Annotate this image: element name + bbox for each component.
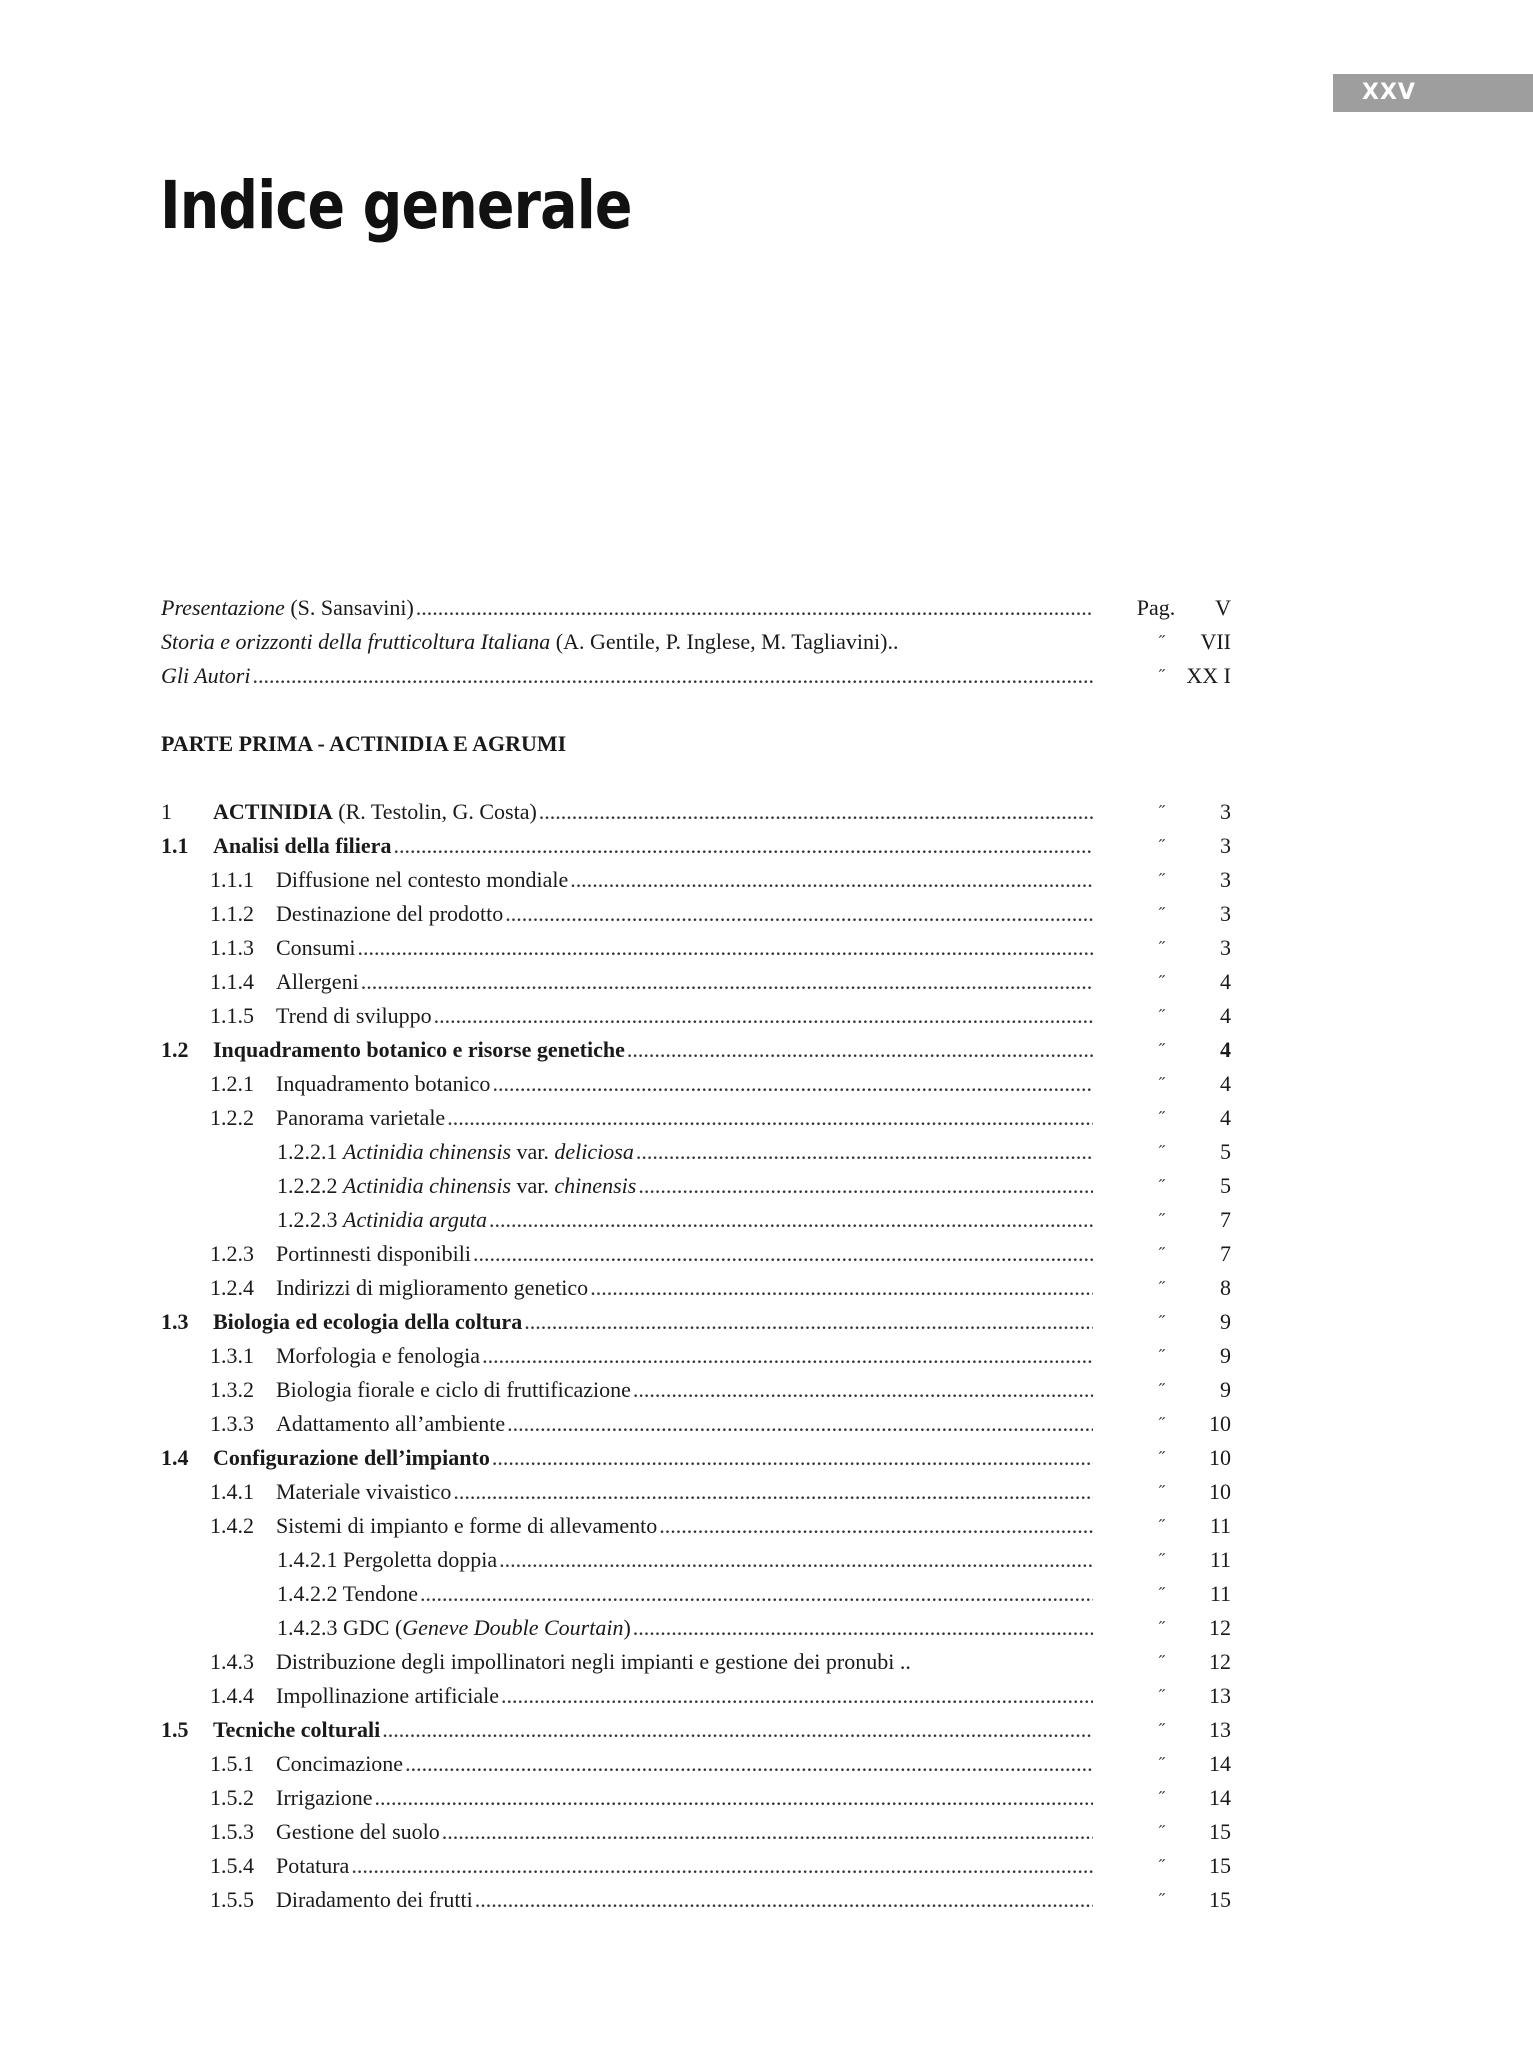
ditto-mark: ˝ — [1159, 904, 1165, 924]
section-title: Configurazione dell’impianto — [213, 1445, 490, 1470]
subsection-title: Irrigazione — [276, 1785, 373, 1810]
dot-leader — [382, 1713, 1093, 1747]
subsection-title: Gestione del suolo — [276, 1819, 440, 1844]
variety-name: deliciosa — [554, 1139, 634, 1164]
ditto-mark: ˝ — [1159, 1176, 1165, 1196]
section-number: 1.1 — [161, 833, 189, 858]
ditto-mark: ˝ — [1159, 1482, 1165, 1502]
ditto-mark: ˝ — [1159, 1686, 1165, 1706]
chapter-title: ACTINIDIA — [213, 799, 333, 824]
ditto-mark: ˝ — [1159, 1108, 1165, 1128]
toc-entry-authors: (S. Sansavini) — [284, 595, 414, 620]
subsection-title: Panorama varietale — [276, 1105, 446, 1130]
page-number: 5 — [1220, 1139, 1231, 1164]
subsection-title: Inquadramento botanico — [276, 1071, 491, 1096]
subsection-title: Trend di sviluppo — [276, 1003, 432, 1028]
toc-subsubsection[interactable] — [161, 1135, 1231, 1169]
page-number: 11 — [1209, 1581, 1231, 1606]
dot-leader — [492, 1441, 1093, 1475]
dot-leader — [627, 1033, 1093, 1067]
variety-prefix: var. — [511, 1173, 555, 1198]
dot-leader — [434, 999, 1093, 1033]
toc-subsection[interactable] — [161, 1781, 1231, 1815]
dot-leader — [393, 829, 1093, 863]
dot-leader — [489, 1203, 1093, 1237]
toc-section[interactable] — [161, 829, 1231, 863]
subsection-title: Biologia fiorale e ciclo di fruttificazione — [276, 1377, 631, 1402]
page-number: 8 — [1220, 1275, 1231, 1300]
subsubsection-number: 1.4.2.3 — [277, 1615, 338, 1640]
toc-entry-presentazione[interactable] — [161, 591, 1231, 625]
page-number: VII — [1200, 629, 1231, 654]
toc-subsubsection[interactable] — [161, 1169, 1231, 1203]
subsection-number: 1.1.1 — [210, 867, 254, 892]
subsection-number: 1.2.1 — [210, 1071, 254, 1096]
subsection-number: 1.3.1 — [210, 1343, 254, 1368]
ditto-mark: ˝ — [1159, 938, 1165, 958]
toc-subsection[interactable] — [161, 863, 1231, 897]
ditto-mark: ˝ — [1159, 1448, 1165, 1468]
ditto-mark: ˝ — [1159, 1890, 1165, 1910]
subsubsection-title-italic: Geneve Double Courtain — [402, 1615, 624, 1640]
page-number: 10 — [1209, 1445, 1231, 1470]
page-number: 3 — [1220, 833, 1231, 858]
toc-subsection[interactable] — [161, 1815, 1231, 1849]
dot-leader — [633, 1611, 1093, 1645]
ditto-mark: ˝ — [1159, 1720, 1165, 1740]
subsubsection-title: Tendone — [342, 1581, 419, 1606]
page-number: 9 — [1220, 1377, 1231, 1402]
toc-subsection[interactable] — [161, 1067, 1231, 1101]
page-number: 5 — [1220, 1173, 1231, 1198]
ditto-mark: ˝ — [1159, 632, 1165, 652]
variety-name: chinensis — [554, 1173, 637, 1198]
page-number: 15 — [1209, 1819, 1231, 1844]
ditto-mark: ˝ — [1159, 1856, 1165, 1876]
toc-section[interactable] — [161, 1713, 1231, 1747]
ditto-mark: ˝ — [1159, 802, 1165, 822]
subsection-title: Sistemi di impianto e forme di allevamento — [276, 1513, 658, 1538]
ditto-mark: ˝ — [1159, 1414, 1165, 1434]
toc-subsubsection[interactable] — [161, 1611, 1231, 1645]
page-number: 7 — [1220, 1241, 1231, 1266]
page-number-tab: XXV — [1333, 74, 1533, 112]
dot-leader — [482, 1339, 1093, 1373]
ditto-mark: ˝ — [1159, 1822, 1165, 1842]
subsection-title: Distribuzione degli impollinatori negli impianti e gestione dei pronubi .. — [276, 1649, 911, 1674]
dot-leader — [357, 931, 1093, 965]
dot-leader — [590, 1271, 1093, 1305]
section-title: Tecniche colturali — [213, 1717, 381, 1742]
dot-leader — [501, 1679, 1093, 1713]
subsection-title: Concimazione — [276, 1751, 404, 1776]
subsection-number: 1.2.2 — [210, 1105, 254, 1130]
subsubsection-title: Pergoletta doppia — [343, 1547, 498, 1572]
toc-subsection[interactable] — [161, 1101, 1231, 1135]
page-number: 4 — [1220, 1037, 1231, 1062]
toc-entry-title: Presentazione — [161, 595, 285, 620]
subsection-number: 1.1.3 — [210, 935, 254, 960]
section-number: 1.4 — [161, 1445, 189, 1470]
page-number: 14 — [1209, 1751, 1231, 1776]
subsection-title: Morfologia e fenologia — [276, 1343, 481, 1368]
page-number: 4 — [1220, 1003, 1231, 1028]
section-number: 1.2 — [161, 1037, 189, 1062]
page-number: 11 — [1209, 1547, 1231, 1572]
page-number: 10 — [1209, 1411, 1231, 1436]
ditto-mark: ˝ — [1159, 1788, 1165, 1808]
page-number: 3 — [1220, 935, 1231, 960]
closing-paren: ) — [623, 1615, 631, 1640]
subsection-title: Diffusione nel contesto mondiale — [276, 867, 569, 892]
page-number: 4 — [1220, 969, 1231, 994]
toc-subsubsection[interactable] — [161, 1577, 1231, 1611]
ditto-mark: ˝ — [1159, 1006, 1165, 1026]
subsection-number: 1.1.5 — [210, 1003, 254, 1028]
ditto-mark: ˝ — [1159, 666, 1165, 686]
subsection-number: 1.4.3 — [210, 1649, 254, 1674]
toc-section[interactable] — [161, 1033, 1231, 1067]
page-marker: Pag. — [1136, 595, 1176, 620]
dot-leader — [570, 863, 1093, 897]
dot-leader — [405, 1747, 1093, 1781]
ditto-mark: ˝ — [1159, 1652, 1165, 1672]
section-number: 1.5 — [161, 1717, 189, 1742]
part-heading: PARTE PRIMA - ACTINIDIA E AGRUMI — [161, 731, 567, 756]
ditto-mark: ˝ — [1159, 1244, 1165, 1264]
dot-leader — [453, 1475, 1093, 1509]
ditto-mark: ˝ — [1159, 1278, 1165, 1298]
page-number: 15 — [1209, 1853, 1231, 1878]
subsubsection-number: 1.4.2.2 — [277, 1581, 338, 1606]
ditto-mark: ˝ — [1159, 1142, 1165, 1162]
page-number: 12 — [1209, 1615, 1231, 1640]
page-number: V — [1215, 595, 1231, 620]
subsection-number: 1.5.4 — [210, 1853, 254, 1878]
dot-leader — [524, 1305, 1093, 1339]
toc-subsection[interactable] — [161, 965, 1231, 999]
species-name: Actinidia chinensis — [343, 1173, 512, 1198]
dot-leader — [420, 1577, 1093, 1611]
subsection-number: 1.2.3 — [210, 1241, 254, 1266]
subsubsection-number: 1.2.2.2 — [277, 1173, 338, 1198]
subsection-number: 1.3.3 — [210, 1411, 254, 1436]
variety-prefix: var. — [511, 1139, 555, 1164]
section-number: 1.3 — [161, 1309, 189, 1334]
ditto-mark: ˝ — [1159, 1312, 1165, 1332]
ditto-mark: ˝ — [1159, 836, 1165, 856]
dot-leader — [659, 1509, 1093, 1543]
subsection-number: 1.4.2 — [210, 1513, 254, 1538]
dot-leader — [505, 897, 1093, 931]
subsection-title: Adattamento all’ambiente — [276, 1411, 506, 1436]
table-of-contents — [161, 591, 1231, 1917]
toc-subsubsection[interactable] — [161, 1543, 1231, 1577]
toc-subsection[interactable] — [161, 1883, 1231, 1917]
page-number: 13 — [1209, 1717, 1231, 1742]
toc-section[interactable] — [161, 1305, 1231, 1339]
dot-leader — [473, 1237, 1093, 1271]
page-number: 3 — [1220, 799, 1231, 824]
toc-entry-autori[interactable] — [161, 659, 1231, 693]
page-number: 13 — [1209, 1683, 1231, 1708]
dot-leader — [499, 1543, 1093, 1577]
subsection-title: Impollinazione artificiale — [276, 1683, 499, 1708]
dot-leader — [447, 1101, 1093, 1135]
toc-chapter-actinidia[interactable] — [161, 795, 1231, 829]
chapter-authors: (R. Testolin, G. Costa) — [332, 799, 537, 824]
page-number: 7 — [1220, 1207, 1231, 1232]
dot-leader — [351, 1849, 1093, 1883]
subsection-title: Consumi — [276, 935, 356, 960]
toc-subsection[interactable] — [161, 1509, 1231, 1543]
toc-entry-storia[interactable] — [161, 625, 1231, 659]
page-number: 3 — [1220, 867, 1231, 892]
ditto-mark: ˝ — [1159, 1346, 1165, 1366]
toc-subsection[interactable] — [161, 897, 1231, 931]
chapter-number: 1 — [161, 799, 172, 824]
ditto-mark: ˝ — [1159, 1380, 1165, 1400]
dot-leader — [539, 795, 1093, 829]
dot-leader — [475, 1883, 1093, 1917]
section-title: Biologia ed ecologia della coltura — [213, 1309, 523, 1334]
toc-subsection[interactable] — [161, 1339, 1231, 1373]
toc-subsection[interactable] — [161, 1645, 1231, 1679]
subsection-number: 1.5.2 — [210, 1785, 254, 1810]
toc-subsection[interactable] — [161, 999, 1231, 1033]
subsection-title: Portinnesti disponibili — [276, 1241, 471, 1266]
dot-leader — [442, 1815, 1093, 1849]
page-number: 9 — [1220, 1309, 1231, 1334]
species-name: Actinidia arguta — [343, 1207, 488, 1232]
toc-subsection[interactable] — [161, 1373, 1231, 1407]
subsection-number: 1.4.4 — [210, 1683, 254, 1708]
ditto-mark: ˝ — [1159, 1040, 1165, 1060]
subsection-number: 1.5.1 — [210, 1751, 254, 1776]
toc-subsubsection[interactable] — [161, 1203, 1231, 1237]
section-title: Inquadramento botanico e risorse genetiche — [213, 1037, 625, 1062]
subsection-title: Destinazione del prodotto — [276, 901, 504, 926]
toc-subsection[interactable] — [161, 1679, 1231, 1713]
page-number: 9 — [1220, 1343, 1231, 1368]
ditto-mark: ˝ — [1159, 1550, 1165, 1570]
subsubsection-number: 1.2.2.1 — [277, 1139, 338, 1164]
ditto-mark: ˝ — [1159, 1754, 1165, 1774]
page-number: 15 — [1209, 1887, 1231, 1912]
page-number: 12 — [1209, 1649, 1231, 1674]
subsection-number: 1.4.1 — [210, 1479, 254, 1504]
subsection-title: Diradamento dei frutti — [276, 1887, 473, 1912]
toc-subsection[interactable] — [161, 1747, 1231, 1781]
ditto-mark: ˝ — [1159, 1618, 1165, 1638]
subsection-number: 1.5.3 — [210, 1819, 254, 1844]
dot-leader — [375, 1781, 1094, 1815]
toc-subsection[interactable] — [161, 1237, 1231, 1271]
dot-leader — [252, 659, 1093, 693]
subsection-number: 1.5.5 — [210, 1887, 254, 1912]
dot-leader — [638, 1169, 1093, 1203]
subsection-number: 1.2.4 — [210, 1275, 254, 1300]
subsubsection-number: 1.2.2.3 — [277, 1207, 338, 1232]
subsection-number: 1.3.2 — [210, 1377, 254, 1402]
subsection-title: Potatura — [276, 1853, 350, 1878]
page-number: XX I — [1186, 663, 1231, 688]
dot-leader — [636, 1135, 1093, 1169]
ditto-mark: ˝ — [1159, 972, 1165, 992]
subsection-number: 1.1.2 — [210, 901, 254, 926]
subsection-number: 1.1.4 — [210, 969, 254, 994]
toc-entry-title: Storia e orizzonti della frutticoltura Italiana — [161, 629, 551, 654]
toc-subsection[interactable] — [161, 1271, 1231, 1305]
page-number: 4 — [1220, 1071, 1231, 1096]
dot-leader — [507, 1407, 1093, 1441]
ditto-mark: ˝ — [1159, 1516, 1165, 1536]
toc-entry-title: Gli Autori — [161, 663, 251, 688]
ditto-mark: ˝ — [1159, 1210, 1165, 1230]
page-number: 10 — [1209, 1479, 1231, 1504]
species-name: Actinidia chinensis — [343, 1139, 512, 1164]
dot-leader — [492, 1067, 1093, 1101]
toc-subsection[interactable] — [161, 1475, 1231, 1509]
ditto-mark: ˝ — [1159, 1074, 1165, 1094]
dot-leader — [361, 965, 1093, 999]
page-number: 4 — [1220, 1105, 1231, 1130]
section-title: Analisi della filiera — [213, 833, 392, 858]
dot-leader — [416, 591, 1093, 625]
ditto-mark: ˝ — [1159, 1584, 1165, 1604]
toc-subsection[interactable] — [161, 1849, 1231, 1883]
subsubsection-number: 1.4.2.1 — [277, 1547, 338, 1572]
page-number: 3 — [1220, 901, 1231, 926]
ditto-mark: ˝ — [1159, 870, 1165, 890]
toc-entry-authors: (A. Gentile, P. Inglese, M. Tagliavini).. — [550, 629, 899, 654]
subsection-title: Indirizzi di miglioramento genetico — [276, 1275, 589, 1300]
subsection-title: Allergeni — [276, 969, 359, 994]
toc-subsection[interactable] — [161, 1407, 1231, 1441]
page-number: 14 — [1209, 1785, 1231, 1810]
page-number: 11 — [1209, 1513, 1231, 1538]
subsubsection-title: GDC ( — [343, 1615, 403, 1640]
subsection-title: Materiale vivaistico — [276, 1479, 452, 1504]
toc-subsection[interactable] — [161, 931, 1231, 965]
page-title: Indice generale — [160, 167, 632, 244]
dot-leader — [633, 1373, 1093, 1407]
toc-section[interactable] — [161, 1441, 1231, 1475]
